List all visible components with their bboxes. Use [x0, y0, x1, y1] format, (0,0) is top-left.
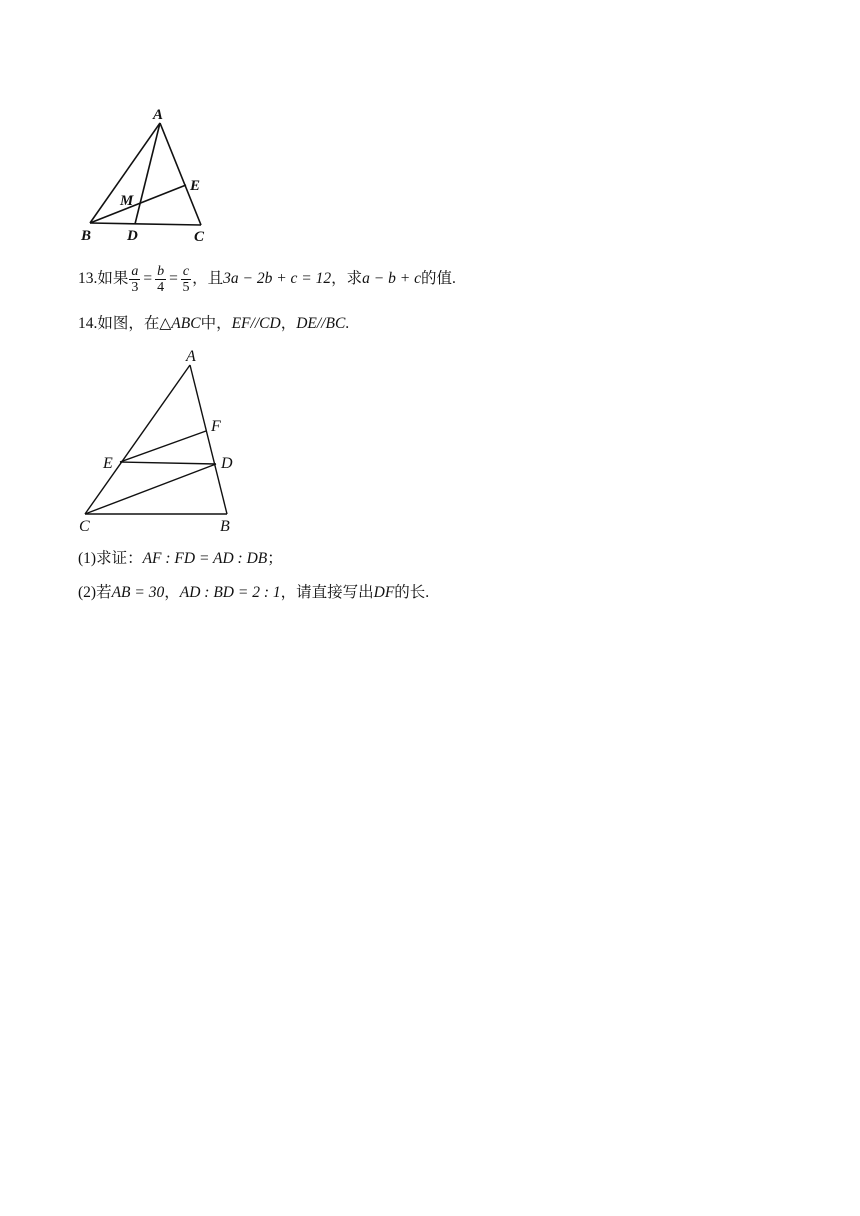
point-label-e: E: [190, 178, 201, 194]
point-label-d: D: [221, 455, 233, 472]
fraction-b-over-4: $\frac{b}{4}$: [157, 263, 165, 295]
q14-intro-mid: 中，: [200, 315, 232, 332]
fraction-c-over-5: $\frac{c}{5}$: [182, 263, 190, 295]
segment-ac: [85, 365, 190, 514]
figure-triangle-abc-median: [78, 100, 228, 250]
part1-label: (1)求证：: [78, 550, 143, 567]
segment-bc: [90, 223, 201, 225]
point-label-d: D: [127, 228, 138, 244]
question-14-part-1: (1)求证：AF : FD = AD : DB；: [78, 550, 283, 567]
point-label-b: B: [81, 228, 92, 244]
question-14: 14.如图，在△ABC中，EF//CD，DE//BC.: [78, 315, 350, 332]
fraction-a-over-3: $\frac{a}{3}$: [131, 263, 139, 295]
point-label-f: F: [211, 418, 221, 435]
part1-expression: AF : FD = AD : DB: [142, 550, 268, 567]
q13-ask-pre: ，求: [331, 270, 363, 287]
segment-be: [90, 185, 186, 223]
question-14-part-2: (2)若AB = 30，AD : BD = 2 : 1，请直接写出DF的长.: [78, 584, 430, 601]
point-label-b: B: [220, 518, 230, 535]
q14-relation-2: DE//BC: [296, 315, 346, 332]
point-label-a: A: [186, 348, 196, 365]
q13-condition: 3a − 2b + c = 12: [223, 270, 332, 287]
question-13: 13.如果 $\frac{a}{3}$ = $\frac{b}{4}$ = $\frac{c}{5}$ ，且3a − 2b + c = 12，求a − b + c的值.: [78, 263, 456, 295]
segment-ad: [135, 123, 160, 224]
q13-expression: a − b + c: [362, 270, 421, 287]
q14-relation-1: EF//CD: [231, 315, 281, 332]
part2-given-1: AB = 30: [111, 584, 165, 601]
q13-number: 13.: [78, 270, 98, 287]
part2-label: (2)若: [78, 584, 112, 601]
segment-ac: [160, 123, 201, 225]
q13-ask-post: 的值.: [420, 270, 456, 287]
part2-ask: ，请直接写出: [280, 584, 374, 601]
q14-triangle: ABC: [171, 315, 201, 332]
point-label-c: C: [79, 518, 90, 535]
point-label-a: A: [153, 107, 164, 123]
point-label-m: M: [120, 193, 134, 209]
point-label-c: C: [194, 229, 205, 245]
q14-intro-pre: 如图，在△: [97, 315, 172, 332]
q13-prefix: 如果: [97, 270, 129, 287]
part2-given-2: AD : BD = 2 : 1: [179, 584, 281, 601]
part2-target: DF: [373, 584, 395, 601]
figure-triangle-parallel-lines: [76, 342, 246, 537]
segment-ed: [120, 462, 216, 464]
q13-mid: ，且: [192, 270, 224, 287]
q14-number: 14.: [78, 315, 98, 332]
segment-ab: [190, 365, 227, 514]
point-label-e: E: [103, 455, 113, 472]
